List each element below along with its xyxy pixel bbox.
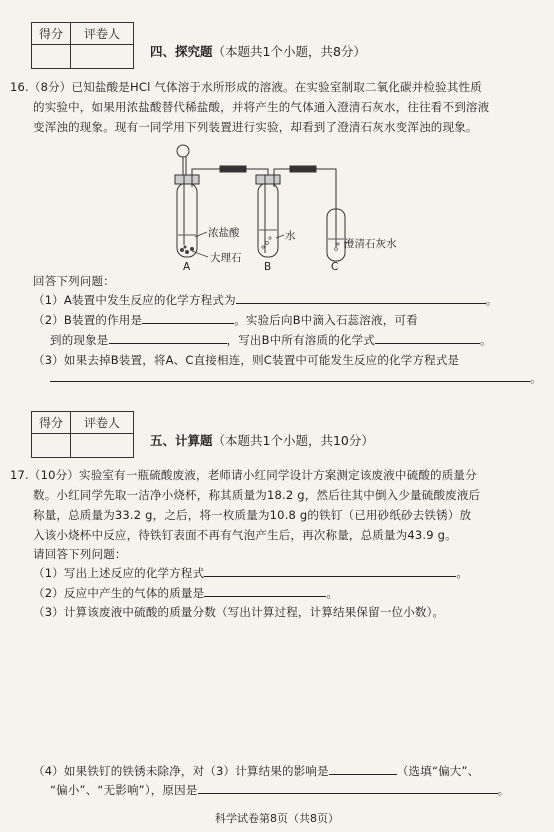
- q16-sub2-text-d: ，写出B中所有溶质的化学式: [226, 333, 375, 347]
- section4-title: 四、探究题: [150, 44, 213, 59]
- label-b: B: [264, 261, 272, 273]
- q16-sub2-text: （2）B装置的作用是: [33, 313, 143, 327]
- section5-note: （本题共1个小题，共10分）: [212, 433, 374, 448]
- score-box-1: [31, 22, 134, 69]
- q16-sub3: （3）如果去掉B装置，将A、C直接相连，则C装置中可能发生反应的化学方程式是: [33, 353, 460, 367]
- q17-sub2: [33, 585, 338, 601]
- q17-line-3: 称量，总质量为33.2 g，之后，将一枚质量为10.8 g的铁钉（已用砂纸砂去铁锈）放: [33, 508, 472, 522]
- q17-line-4: 入该小烧杯中反应，待铁钉表面不再有气泡产生后，再次称量，总质量为43.9 g。: [33, 528, 457, 542]
- q16-sub1-period: 。: [485, 293, 498, 307]
- q16-sub2-text-c: 到的现象是: [50, 333, 109, 347]
- section5-title: 五、计算题: [150, 433, 213, 448]
- q16-sub2-blank2[interactable]: [109, 332, 227, 344]
- q17-sub4-text-a: （4）如果铁钉的铁锈未除净，对（3）计算结果的影响是: [33, 764, 329, 778]
- q17-sub1-blank[interactable]: [204, 565, 456, 577]
- q17-line-1: 17.（10分）实验室有一瓶硫酸废液，老师请小红同学设计方案测定该废液中硫酸的质量分: [10, 468, 477, 482]
- section4-note: （本题共1个小题，共8分）: [212, 44, 366, 59]
- q16-line-1: 16.（8分）已知盐酸是HCl 气体溶于水所形成的溶液。在实验室制取二氧化碳并检验其性质: [10, 80, 482, 94]
- q17-sub4-line1: [33, 763, 479, 779]
- q17-sub4-period: 。: [497, 783, 510, 797]
- label-marble: 大理石: [210, 252, 242, 264]
- q16-prompt: 回答下列问题：: [33, 274, 115, 288]
- score-cell-2[interactable]: [32, 434, 71, 458]
- q17-sub2-period: 。: [326, 586, 339, 600]
- label-limewater: 澄清石灰水: [344, 238, 397, 250]
- section5-heading: [150, 431, 374, 449]
- label-water: 水: [285, 230, 296, 242]
- tube-a: [177, 183, 197, 257]
- score-box-2: [31, 411, 134, 458]
- q16-sub1-text: （1）A装置中发生反应的化学方程式为: [33, 293, 236, 307]
- q17-sub4-blank1[interactable]: [329, 763, 397, 775]
- q17-prompt: 请回答下列问题：: [33, 547, 127, 561]
- q17-sub2-text: （2）反应中产生的气体的质量是: [33, 586, 205, 600]
- label-a: A: [183, 261, 191, 273]
- q17-sub1-period: 。: [456, 566, 469, 580]
- q16-line-2: 的实验中，如果用浓盐酸替代稀盐酸，并将产生的气体通入澄清石灰水，往往看不到溶液: [33, 100, 490, 114]
- q17-sub4-text-b: （选填“偏大”、: [396, 764, 480, 778]
- label-c: C: [331, 261, 339, 273]
- q16-sub2-period: 。: [480, 333, 492, 347]
- q17-sub4-line2: [50, 782, 509, 798]
- score-cell[interactable]: [32, 45, 71, 69]
- q16-sub3-blank[interactable]: [50, 370, 530, 382]
- q16-sub1: [33, 292, 498, 308]
- q16-sub2-text-b: 。实验后向B中滴入石蕊溶液，可看: [234, 313, 418, 327]
- score-label-2: 得分: [32, 412, 71, 434]
- grader-cell-2[interactable]: [71, 434, 134, 458]
- q16-sub2-blank3[interactable]: [375, 332, 480, 344]
- q17-sub3: （3）计算该废液中硫酸的质量分数（写出计算过程，计算结果保留一位小数）。: [33, 605, 445, 619]
- q16-line-3: 变浑浊的现象。现有一同学用下列装置进行实验，却看到了澄清石灰水变浑浊的现象。: [33, 120, 478, 134]
- q17-sub1-text: （1）写出上述反应的化学方程式: [33, 566, 205, 580]
- page-footer: 科学试卷第8页（共8页）: [215, 812, 339, 825]
- q16-sub3-period: 。: [530, 371, 542, 385]
- q16-sub3-answer: [50, 370, 542, 386]
- q17-sub2-blank[interactable]: [204, 585, 326, 597]
- q17-sub3-answer-area[interactable]: [33, 625, 533, 755]
- q16-sub2-line1: [33, 312, 418, 328]
- q16-sub1-blank[interactable]: [236, 292, 486, 304]
- section4-heading: [150, 42, 366, 60]
- q16-sub2-line2: [50, 332, 492, 348]
- grader-cell[interactable]: [71, 45, 134, 69]
- q16-sub2-blank1[interactable]: [142, 312, 234, 324]
- q17-sub4-text-c: “偏小”、“无影响”），原因是: [50, 783, 198, 797]
- q17-sub4-blank2[interactable]: [198, 782, 498, 794]
- tube-b: [258, 183, 278, 257]
- funnel-bulb: [177, 145, 189, 157]
- label-conc-hcl: 浓盐酸: [208, 227, 240, 239]
- grader-label: 评卷人: [71, 23, 134, 45]
- grader-label-2: 评卷人: [71, 412, 134, 434]
- apparatus-diagram: [0, 135, 554, 275]
- score-label: 得分: [32, 23, 71, 45]
- q17-sub1: [33, 565, 468, 581]
- q17-line-2: 数。小红同学先取一洁净小烧杯，称其质量为18.2 g，然后往其中倒入少量硫酸废液后: [33, 488, 481, 502]
